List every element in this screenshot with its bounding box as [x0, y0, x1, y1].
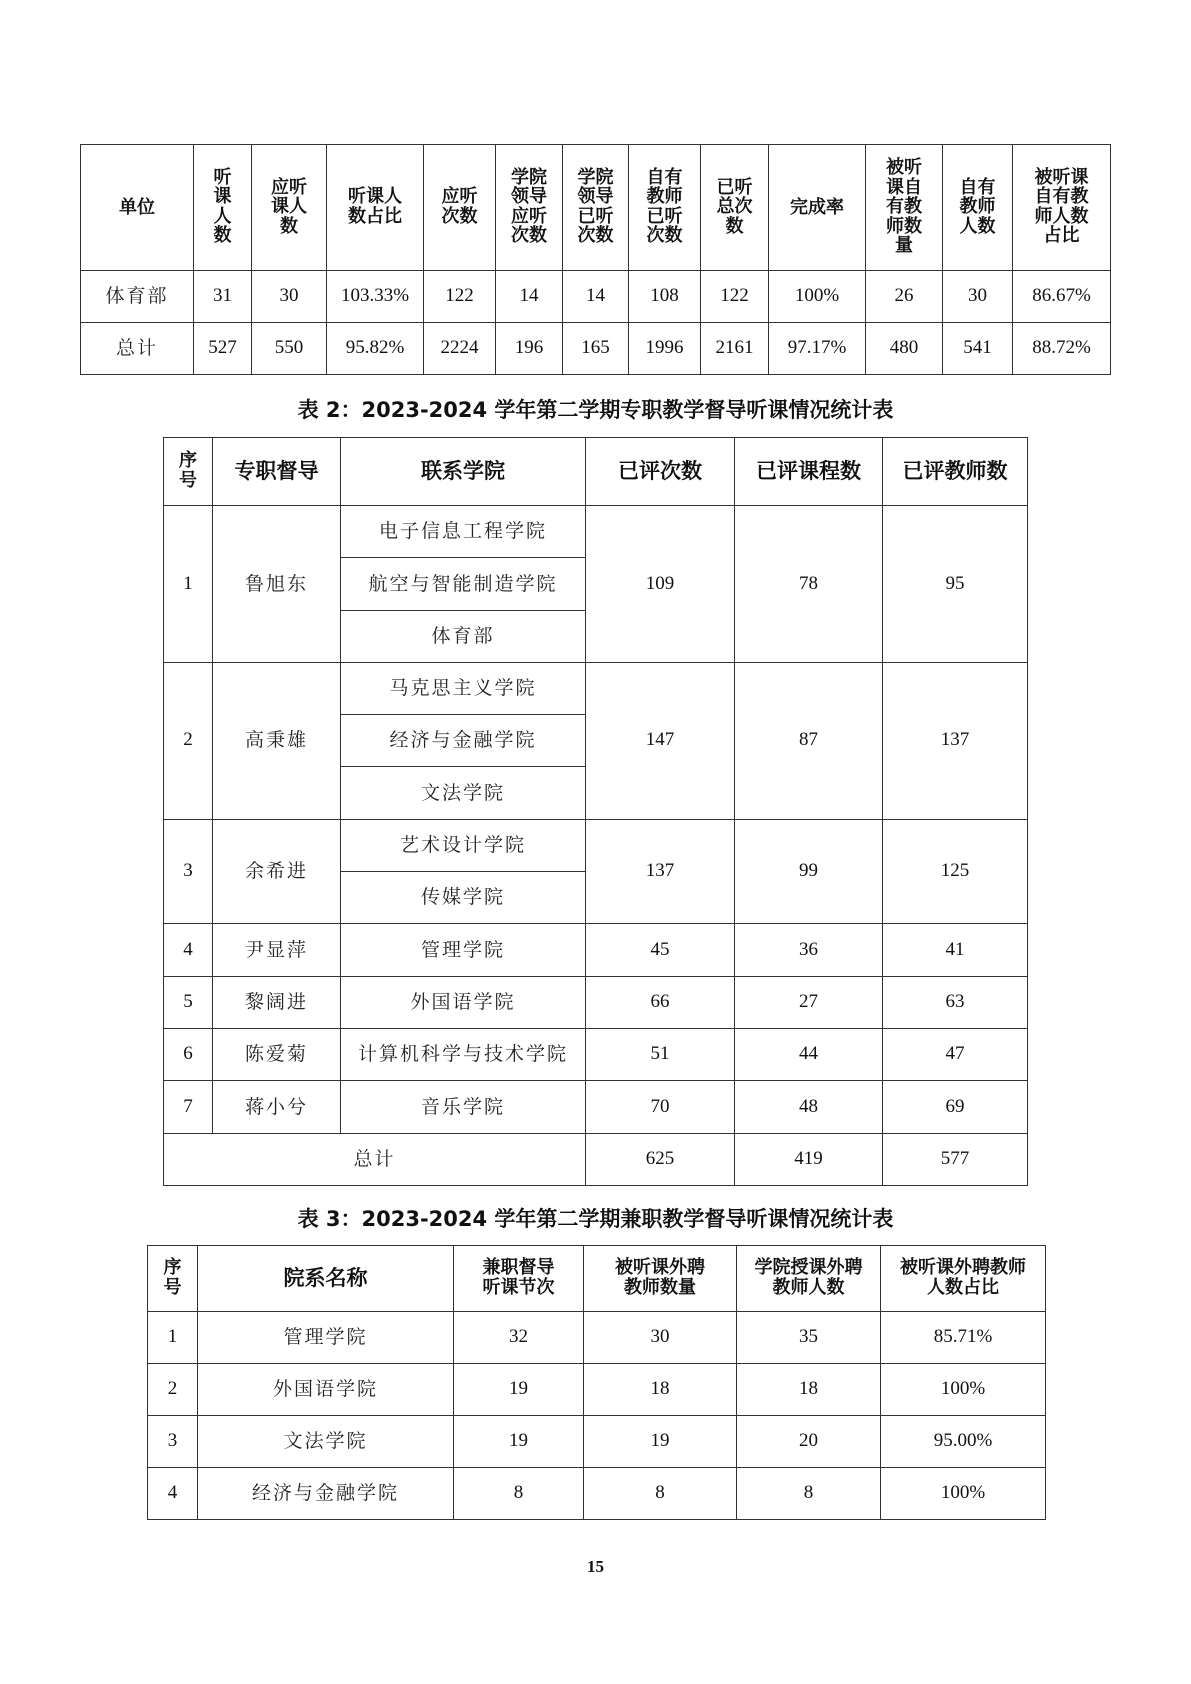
value-cell: 31 — [194, 271, 252, 323]
table-total-row — [164, 1133, 1028, 1185]
supervisor-name-cell: 尹显萍 — [213, 924, 341, 976]
courses-cell: 44 — [735, 1028, 883, 1080]
table3-caption: 表 3：2023-2024 学年第二学期兼职教学督导听课情况统计表 — [297, 1207, 894, 1231]
table-header-row — [81, 145, 1111, 271]
value-cell: 122 — [424, 271, 496, 323]
value-cell: 14 — [563, 271, 629, 323]
value-cell: 1 — [148, 1312, 198, 1364]
supervisor-name-cell: 黎阔进 — [213, 976, 341, 1028]
table-row — [164, 1028, 1028, 1080]
college-cell: 文法学院 — [341, 767, 586, 819]
table-parttime-supervisors — [147, 1245, 1046, 1520]
value-cell: 1996 — [629, 323, 701, 375]
header-cell: 听课人数占比 — [327, 145, 424, 271]
value-cell: 2161 — [701, 323, 769, 375]
unit-cell: 体育部 — [81, 271, 194, 323]
teachers-cell: 69 — [883, 1081, 1028, 1133]
value-cell: 85.71% — [881, 1312, 1046, 1364]
serial-cell: 5 — [164, 976, 213, 1028]
value-cell: 88.72% — [1013, 323, 1111, 375]
value-cell: 100% — [881, 1364, 1046, 1416]
supervisor-name-cell: 余希进 — [213, 819, 341, 924]
department-cell: 管理学院 — [198, 1312, 454, 1364]
value-cell: 4 — [148, 1468, 198, 1520]
table-row — [148, 1312, 1046, 1364]
courses-cell: 419 — [735, 1133, 883, 1185]
supervisor-name-cell: 陈爱菊 — [213, 1028, 341, 1080]
table-row — [164, 506, 1028, 558]
value-cell: 19 — [584, 1416, 737, 1468]
table-row — [148, 1416, 1046, 1468]
table-row — [148, 1468, 1046, 1520]
header-cell: 自有教师已听次数 — [629, 145, 701, 271]
unit-cell: 总计 — [81, 323, 194, 375]
evaluations-cell: 137 — [586, 819, 735, 924]
courses-cell: 78 — [735, 506, 883, 663]
header-cell: 序号 — [164, 438, 213, 506]
department-cell: 经济与金融学院 — [198, 1468, 454, 1520]
value-cell: 35 — [737, 1312, 881, 1364]
serial-cell: 7 — [164, 1081, 213, 1133]
teachers-cell: 137 — [883, 662, 1028, 819]
evaluations-cell: 66 — [586, 976, 735, 1028]
serial-cell: 2 — [164, 662, 213, 819]
evaluations-cell: 45 — [586, 924, 735, 976]
evaluations-cell: 147 — [586, 662, 735, 819]
college-cell: 马克思主义学院 — [341, 662, 586, 714]
evaluations-cell: 70 — [586, 1081, 735, 1133]
header-cell: 学院领导已听次数 — [563, 145, 629, 271]
value-cell: 541 — [943, 323, 1013, 375]
header-cell: 已评教师数 — [883, 438, 1028, 506]
header-cell: 应听课人数 — [252, 145, 327, 271]
header-cell: 被听课自有教师数量 — [866, 145, 943, 271]
header-cell: 单位 — [81, 145, 194, 271]
supervisor-name-cell: 高秉雄 — [213, 662, 341, 819]
value-cell: 122 — [701, 271, 769, 323]
value-cell: 86.67% — [1013, 271, 1111, 323]
table-row — [81, 271, 1111, 323]
value-cell: 30 — [584, 1312, 737, 1364]
evaluations-cell: 109 — [586, 506, 735, 663]
college-cell: 管理学院 — [341, 924, 586, 976]
courses-cell: 99 — [735, 819, 883, 924]
college-cell: 音乐学院 — [341, 1081, 586, 1133]
evaluations-cell: 51 — [586, 1028, 735, 1080]
teachers-cell: 125 — [883, 819, 1028, 924]
header-cell: 专职督导 — [213, 438, 341, 506]
header-cell: 学院领导应听次数 — [496, 145, 563, 271]
value-cell: 527 — [194, 323, 252, 375]
header-cell: 联系学院 — [341, 438, 586, 506]
total-label-cell: 总计 — [164, 1133, 586, 1185]
header-cell: 已评课程数 — [735, 438, 883, 506]
table-row — [164, 662, 1028, 714]
evaluations-cell: 625 — [586, 1133, 735, 1185]
value-cell: 100% — [769, 271, 866, 323]
value-cell: 26 — [866, 271, 943, 323]
value-cell: 97.17% — [769, 323, 866, 375]
table-row — [164, 976, 1028, 1028]
serial-cell: 1 — [164, 506, 213, 663]
value-cell: 18 — [737, 1364, 881, 1416]
serial-cell: 3 — [164, 819, 213, 924]
courses-cell: 87 — [735, 662, 883, 819]
header-cell: 自有教师人数 — [943, 145, 1013, 271]
courses-cell: 27 — [735, 976, 883, 1028]
table-row — [148, 1364, 1046, 1416]
college-cell: 电子信息工程学院 — [341, 506, 586, 558]
value-cell: 8 — [454, 1468, 584, 1520]
courses-cell: 36 — [735, 924, 883, 976]
page-number: 15 — [587, 1557, 604, 1576]
header-cell: 序号 — [148, 1246, 198, 1312]
college-cell: 航空与智能制造学院 — [341, 558, 586, 610]
courses-cell: 48 — [735, 1081, 883, 1133]
value-cell: 18 — [584, 1364, 737, 1416]
value-cell: 2224 — [424, 323, 496, 375]
value-cell: 196 — [496, 323, 563, 375]
college-cell: 计算机科学与技术学院 — [341, 1028, 586, 1080]
department-cell: 外国语学院 — [198, 1364, 454, 1416]
value-cell: 32 — [454, 1312, 584, 1364]
header-cell: 学院授课外聘教师人数 — [737, 1246, 881, 1312]
table-row — [164, 819, 1028, 871]
value-cell: 480 — [866, 323, 943, 375]
teachers-cell: 577 — [883, 1133, 1028, 1185]
department-cell: 文法学院 — [198, 1416, 454, 1468]
table-row — [81, 323, 1111, 375]
value-cell: 19 — [454, 1416, 584, 1468]
value-cell: 100% — [881, 1468, 1046, 1520]
college-cell: 艺术设计学院 — [341, 819, 586, 871]
teachers-cell: 95 — [883, 506, 1028, 663]
value-cell: 30 — [943, 271, 1013, 323]
header-cell: 被听课外聘教师数量 — [584, 1246, 737, 1312]
header-cell: 已评次数 — [586, 438, 735, 506]
value-cell: 550 — [252, 323, 327, 375]
table-fulltime-supervisors — [163, 437, 1028, 1186]
college-cell: 体育部 — [341, 610, 586, 662]
header-cell: 被听课自有教师人数占比 — [1013, 145, 1111, 271]
table-header-row — [148, 1246, 1046, 1312]
value-cell: 8 — [584, 1468, 737, 1520]
header-cell: 已听总次数 — [701, 145, 769, 271]
header-cell: 应听次数 — [424, 145, 496, 271]
value-cell: 95.82% — [327, 323, 424, 375]
teachers-cell: 41 — [883, 924, 1028, 976]
value-cell: 30 — [252, 271, 327, 323]
teachers-cell: 47 — [883, 1028, 1028, 1080]
value-cell: 20 — [737, 1416, 881, 1468]
header-cell: 听课人数 — [194, 145, 252, 271]
table-row — [164, 924, 1028, 976]
value-cell: 19 — [454, 1364, 584, 1416]
header-cell: 兼职督导听课节次 — [454, 1246, 584, 1312]
value-cell: 3 — [148, 1416, 198, 1468]
serial-cell: 4 — [164, 924, 213, 976]
value-cell: 8 — [737, 1468, 881, 1520]
table-listening-stats-summary — [80, 144, 1111, 375]
table2-caption: 表 2：2023-2024 学年第二学期专职教学督导听课情况统计表 — [297, 398, 894, 422]
college-cell: 传媒学院 — [341, 872, 586, 924]
supervisor-name-cell: 鲁旭东 — [213, 506, 341, 663]
value-cell: 103.33% — [327, 271, 424, 323]
college-cell: 外国语学院 — [341, 976, 586, 1028]
value-cell: 14 — [496, 271, 563, 323]
supervisor-name-cell: 蒋小兮 — [213, 1081, 341, 1133]
table-header-row — [164, 438, 1028, 506]
teachers-cell: 63 — [883, 976, 1028, 1028]
value-cell: 95.00% — [881, 1416, 1046, 1468]
value-cell: 165 — [563, 323, 629, 375]
value-cell: 108 — [629, 271, 701, 323]
college-cell: 经济与金融学院 — [341, 715, 586, 767]
header-cell: 完成率 — [769, 145, 866, 271]
header-cell: 院系名称 — [198, 1246, 454, 1312]
table-row — [164, 1081, 1028, 1133]
header-cell: 被听课外聘教师人数占比 — [881, 1246, 1046, 1312]
value-cell: 2 — [148, 1364, 198, 1416]
serial-cell: 6 — [164, 1028, 213, 1080]
